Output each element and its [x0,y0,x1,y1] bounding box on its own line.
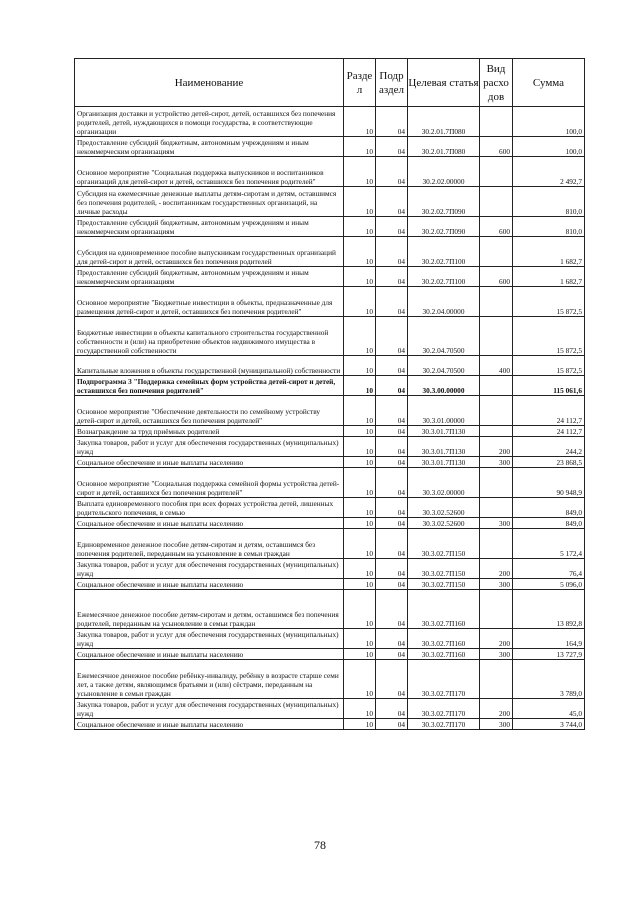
row-name: Социальное обеспечение и иные выплаты населению [75,649,344,660]
row-subsection: 04 [376,629,408,649]
row-sum: 13 727,9 [513,649,585,660]
row-type: 300 [480,579,513,590]
row-name: Субсидия на ежемесячные денежные выплаты детям-сиротам и детям, оставшимся без попечения родителей, - воспитанникам государственных организаций, на личные расходы [75,187,344,217]
table-row [75,518,585,529]
row-target: 30.2.02.7П100 [408,237,480,267]
row-target: 30.3.02.7П150 [408,529,480,559]
row-type [480,157,513,187]
header-section: Разде л [344,59,376,107]
row-type [480,237,513,267]
table-row [75,426,585,437]
table-row [75,107,585,137]
table-row [75,590,585,629]
row-section: 10 [344,559,376,579]
row-sum: 244,2 [513,437,585,457]
header-subsection: Подр аздел [376,59,408,107]
table-row [75,468,585,498]
row-sum: 849,0 [513,518,585,529]
row-subsection: 04 [376,518,408,529]
row-name: Предоставление субсидий бюджетным, автономным учреждениям и иным некоммерческим организациям [75,217,344,237]
row-subsection: 04 [376,356,408,376]
row-type [480,660,513,699]
row-subsection: 04 [376,137,408,157]
row-sum: 45,0 [513,699,585,719]
row-section: 10 [344,529,376,559]
row-type: 300 [480,457,513,468]
row-section: 10 [344,719,376,730]
row-name: Социальное обеспечение и иные выплаты населению [75,579,344,590]
row-subsection: 04 [376,287,408,317]
row-type [480,187,513,217]
header-row [75,59,585,107]
row-type: 600 [480,217,513,237]
table-row [75,187,585,217]
row-sum: 15 872,5 [513,317,585,356]
row-target: 30.3.01.7П130 [408,457,480,468]
table-row [75,579,585,590]
row-subsection: 04 [376,237,408,267]
row-name: Основное мероприятие "Социальная поддержка выпускников и воспитанников организаций для детей-сирот и детей, оставшихся без попечения родителей" [75,157,344,187]
row-section: 10 [344,699,376,719]
row-sum: 810,0 [513,187,585,217]
row-section: 10 [344,649,376,660]
row-name: Закупка товаров, работ и услуг для обеспечения государственных (муниципальных) нужд [75,629,344,649]
row-sum: 100,0 [513,137,585,157]
row-sum: 24 112,7 [513,396,585,426]
row-section: 10 [344,137,376,157]
row-type: 200 [480,437,513,457]
row-name: Ежемесячное денежное пособие детям-сиротам и детям, оставшимся без попечения родителей, переданным на усыновление в семьи граждан [75,590,344,629]
row-sum: 24 112,7 [513,426,585,437]
row-section: 10 [344,590,376,629]
table-row [75,719,585,730]
row-type: 300 [480,719,513,730]
row-name: Ежемесячное денежное пособие ребёнку-инвалиду, ребёнку в возрасте старше семи лет, а также детям, являющимся братьями и (или) сёстрами, переданным на усыновление в семьи граждан [75,660,344,699]
row-section: 10 [344,660,376,699]
row-type [480,426,513,437]
row-sum: 2 492,7 [513,157,585,187]
row-section: 10 [344,376,376,396]
row-subsection: 04 [376,437,408,457]
row-sum: 115 061,6 [513,376,585,396]
page-number: 78 [314,838,326,852]
row-subsection: 04 [376,660,408,699]
row-target: 30.3.02.7П170 [408,660,480,699]
row-target: 30.2.01.7П080 [408,107,480,137]
row-target: 30.2.04.70500 [408,356,480,376]
row-name: Единовременное денежное пособие детям-сиротам и детям, оставшимся без попечения родителей, переданным на усыновление в семьи граждан [75,529,344,559]
row-type: 600 [480,267,513,287]
row-target: 30.3.02.7П160 [408,649,480,660]
table-row [75,157,585,187]
row-sum: 3 789,0 [513,660,585,699]
row-subsection: 04 [376,317,408,356]
row-target: 30.2.02.7П100 [408,267,480,287]
table-row [75,649,585,660]
table-row [75,287,585,317]
row-target: 30.3.02.52600 [408,498,480,518]
row-type [480,396,513,426]
row-target: 30.3.02.7П150 [408,559,480,579]
budget-table [74,58,585,730]
row-subsection: 04 [376,217,408,237]
row-sum: 23 868,5 [513,457,585,468]
row-section: 10 [344,157,376,187]
row-subsection: 04 [376,457,408,468]
row-subsection: 04 [376,187,408,217]
row-sum: 5 096,0 [513,579,585,590]
row-target: 30.2.02.7П090 [408,217,480,237]
row-target: 30.3.02.7П170 [408,699,480,719]
table-row [75,217,585,237]
row-name: Основное мероприятие "Социальная поддержка семейной формы устройства детей-сирот и детей, оставшихся без попечения родителей" [75,468,344,498]
table-row [75,317,585,356]
row-section: 10 [344,457,376,468]
row-section: 10 [344,518,376,529]
row-section: 10 [344,237,376,267]
row-target: 30.3.01.7П130 [408,437,480,457]
row-sum: 1 682,7 [513,267,585,287]
row-name: Основное мероприятие "Бюджетные инвестиции в объекты, предназначенные для размещения детей-сирот и детей, оставшихся без попечения родителей" [75,287,344,317]
row-type: 200 [480,559,513,579]
table-row [75,498,585,518]
row-name: Субсидия на единовременное пособие выпускникам государственных организаций для детей-сирот и детей, оставшихся без попечения родителей [75,237,344,267]
row-subsection: 04 [376,579,408,590]
table-row [75,137,585,157]
row-section: 10 [344,468,376,498]
row-subsection: 04 [376,559,408,579]
header-sum: Сумма [513,59,585,107]
row-type [480,287,513,317]
row-type [480,529,513,559]
row-name: Закупка товаров, работ и услуг для обеспечения государственных (муниципальных) нужд [75,559,344,579]
row-target: 30.3.00.00000 [408,376,480,396]
row-type: 200 [480,629,513,649]
row-section: 10 [344,267,376,287]
row-target: 30.3.01.00000 [408,396,480,426]
row-subsection: 04 [376,157,408,187]
table-row [75,629,585,649]
table-row [75,660,585,699]
row-type: 400 [480,356,513,376]
row-subsection: 04 [376,107,408,137]
row-type: 200 [480,699,513,719]
row-sum: 164,9 [513,629,585,649]
row-subsection: 04 [376,699,408,719]
row-name: Закупка товаров, работ и услуг для обеспечения государственных (муниципальных) нужд [75,437,344,457]
table-row [75,267,585,287]
row-name: Социальное обеспечение и иные выплаты населению [75,457,344,468]
table-row [75,559,585,579]
row-subsection: 04 [376,267,408,287]
row-name: Капитальные вложения в объекты государственной (муниципальной) собственности [75,356,344,376]
row-sum: 5 172,4 [513,529,585,559]
row-sum: 3 744,0 [513,719,585,730]
header-type: Вид расхо дов [480,59,513,107]
row-sum: 849,0 [513,498,585,518]
row-target: 30.2.04.00000 [408,287,480,317]
row-target: 30.3.01.7П130 [408,426,480,437]
row-target: 30.2.02.7П090 [408,187,480,217]
row-subsection: 04 [376,498,408,518]
row-name: Закупка товаров, работ и услуг для обеспечения государственных (муниципальных) нужд [75,699,344,719]
row-section: 10 [344,317,376,356]
row-type [480,498,513,518]
table-row [75,437,585,457]
row-sum: 76,4 [513,559,585,579]
row-section: 10 [344,579,376,590]
row-section: 10 [344,437,376,457]
row-sum: 100,0 [513,107,585,137]
row-type [480,590,513,629]
table-row [75,376,585,396]
row-section: 10 [344,356,376,376]
row-subsection: 04 [376,376,408,396]
row-sum: 15 872,5 [513,287,585,317]
row-subsection: 04 [376,529,408,559]
row-section: 10 [344,629,376,649]
row-section: 10 [344,396,376,426]
header-target: Целевая статья [408,59,480,107]
row-sum: 90 948,9 [513,468,585,498]
row-type: 600 [480,137,513,157]
row-section: 10 [344,498,376,518]
row-name: Бюджетные инвестиции в объекты капитального строительства государственной собственности и (или) на приобретение объектов недвижимого имущества в государственной собственности [75,317,344,356]
row-target: 30.3.02.7П170 [408,719,480,730]
row-subsection: 04 [376,719,408,730]
row-name: Подпрограмма 3 "Поддержка семейных форм устройства детей-сирот и детей, оставшихся без попечения родителей" [75,376,344,396]
table-body [75,107,585,730]
row-sum: 15 872,5 [513,356,585,376]
row-sum: 1 682,7 [513,237,585,267]
row-subsection: 04 [376,649,408,660]
row-name: Предоставление субсидий бюджетным, автономным учреждениям и иным некоммерческим организациям [75,137,344,157]
table-row [75,699,585,719]
row-target: 30.3.02.7П160 [408,629,480,649]
row-name: Социальное обеспечение и иные выплаты населению [75,719,344,730]
row-name: Основное мероприятие "Обеспечение деятельности по семейному устройству детей-сирот и детей, оставшихся без попечения родителей" [75,396,344,426]
row-subsection: 04 [376,468,408,498]
row-section: 10 [344,287,376,317]
row-name: Вознаграждение за труд приёмных родителей [75,426,344,437]
row-target: 30.2.01.7П080 [408,137,480,157]
row-target: 30.3.02.7П160 [408,590,480,629]
row-target: 30.2.02.00000 [408,157,480,187]
row-section: 10 [344,426,376,437]
row-type [480,468,513,498]
row-name: Предоставление субсидий бюджетным, автономным учреждениям и иным некоммерческим организациям [75,267,344,287]
row-subsection: 04 [376,396,408,426]
table-row [75,237,585,267]
row-type [480,107,513,137]
table-row [75,396,585,426]
table-row [75,356,585,376]
row-type: 300 [480,518,513,529]
row-type [480,317,513,356]
row-section: 10 [344,107,376,137]
row-name: Социальное обеспечение и иные выплаты населению [75,518,344,529]
row-sum: 13 892,8 [513,590,585,629]
header-name: Наименование [75,59,344,107]
row-section: 10 [344,187,376,217]
row-subsection: 04 [376,426,408,437]
row-sum: 810,0 [513,217,585,237]
row-name: Организация доставки и устройство детей-сирот, детей, оставшихся без попечения родителей, детей, нуждающихся в помощи государства, в соответствующие организации [75,107,344,137]
row-target: 30.3.02.00000 [408,468,480,498]
table-row [75,529,585,559]
row-target: 30.2.04.70500 [408,317,480,356]
table-row [75,457,585,468]
row-target: 30.3.02.52600 [408,518,480,529]
row-type: 300 [480,649,513,660]
row-section: 10 [344,217,376,237]
row-subsection: 04 [376,590,408,629]
row-type [480,376,513,396]
row-name: Выплата единовременного пособия при всех формах устройства детей, лишенных родительского попечения, в семью [75,498,344,518]
row-target: 30.3.02.7П150 [408,579,480,590]
